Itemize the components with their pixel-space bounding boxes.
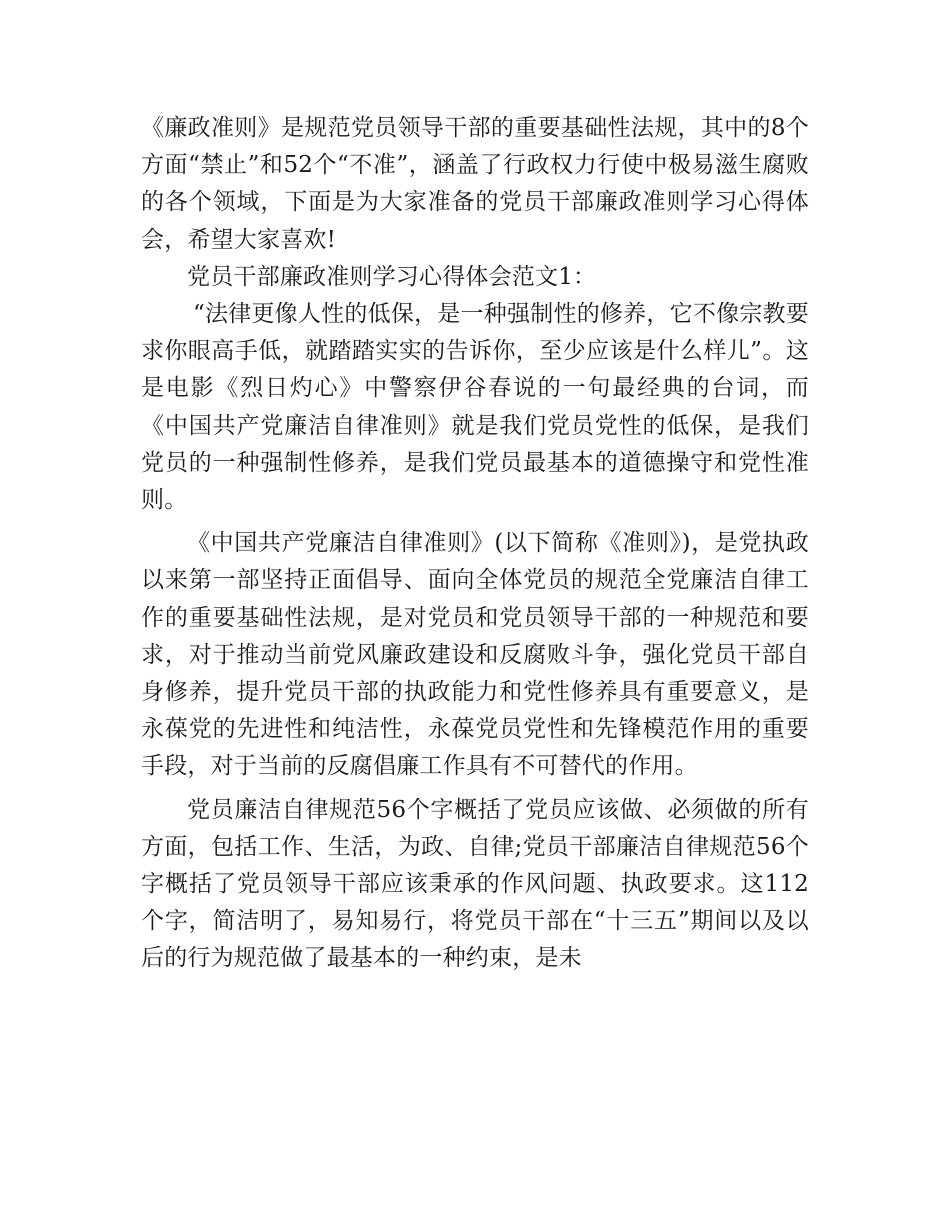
body-paragraph-2: 党员廉洁自律规范56个字概括了党员应该做、必须做的所有方面，包括工作、生活，为政、自律;党员干部廉洁自律规范56个字概括了党员领导干部应该秉承的作风问题、执政要求。这112个字，简洁明了，易知易行，将党员干部在“十三五”期间以及以后的行为规范做了最基本的一种约束，是未 [141, 796, 809, 972]
document-page [141, 110, 809, 978]
section-heading: 党员干部廉政准则学习心得体会范文1： [187, 263, 597, 290]
body-paragraph-1: 《中国共产党廉洁自律准则》(以下简称《准则》)，是党执政以来第一部坚持正面倡导、面向全体党员的规范全党廉洁自律工作的重要基础性法规，是对党员和党员领导干部的一种规范和要求，对于推动当前党风廉政建设和反腐败斗争，强化党员干部自身修养，提升党员干部的执政能力和党性修养具有重要意义，是永葆党的先进性和纯洁性，永葆党员党性和先锋模范作用的重要手段，对于当前的反腐倡廉工作具有不可替代的作用。 [141, 530, 809, 780]
intro-paragraph: 《廉政准则》是规范党员领导干部的重要基础性法规，其中的8个方面“禁止”和52个“不准”，涵盖了行政权力行使中极易滋生腐败的各个领域，下面是为大家准备的党员干部廉政准则学习心得体会，希望大家喜欢! [141, 115, 809, 253]
quote-paragraph: “法律更像人性的低保，是一种强制性的修养，它不像宗教要求你眼高手低，就踏踏实实的告诉你，至少应该是什么样儿”。这是电影《烈日灼心》中警察伊谷春说的一句最经典的台词，而《中国共产党廉洁自律准则》就是我们党员党性的低保，是我们党员的一种强制性修养，是我们党员最基本的道德操守和党性准则。 [141, 301, 809, 514]
